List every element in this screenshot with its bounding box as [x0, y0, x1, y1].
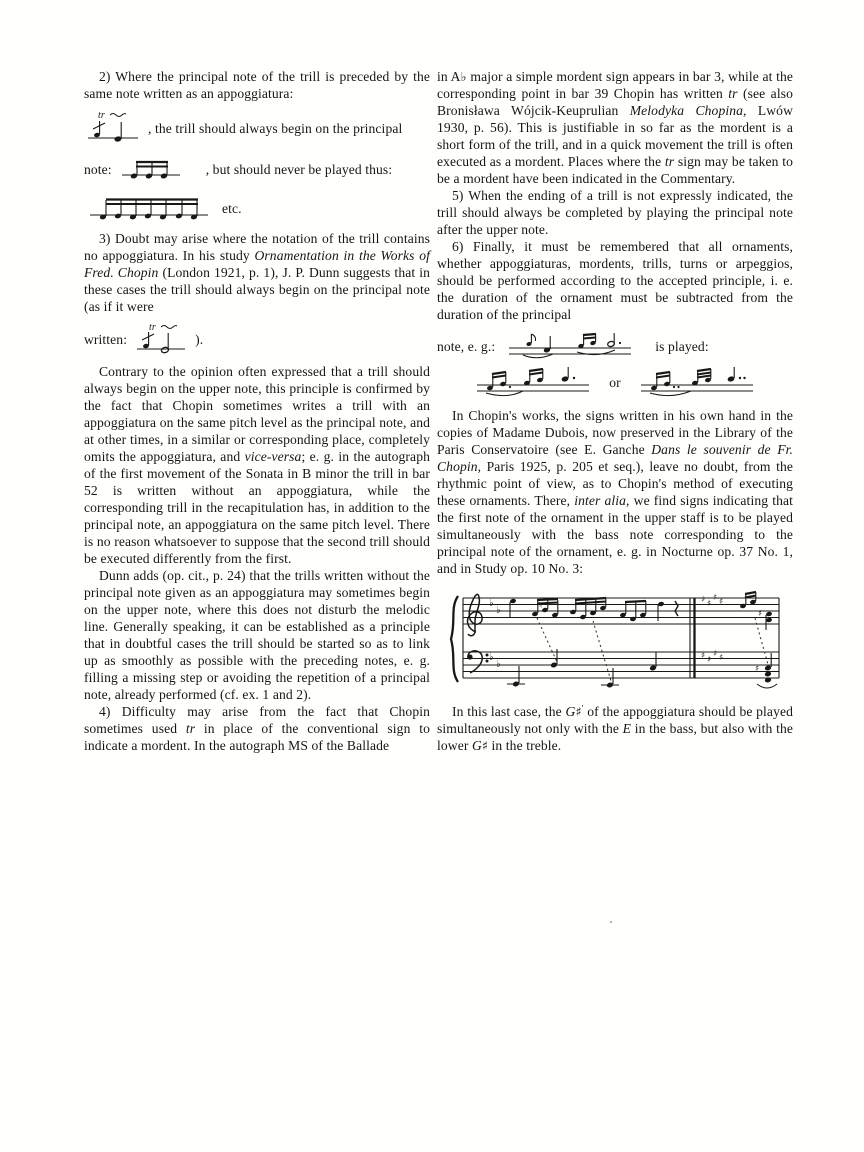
music-line-text: note, e. g.:	[437, 338, 496, 354]
bass-clef-icon	[467, 651, 488, 673]
music-line-appoggiatura	[84, 109, 430, 147]
principal-note	[114, 122, 122, 142]
beamed-notes	[130, 162, 168, 179]
beamed-pair-2	[691, 369, 711, 386]
svg-text:♭: ♭	[496, 605, 501, 616]
music-line-written	[84, 321, 430, 357]
music-example-appoggiatura-trill-icon	[86, 109, 140, 147]
principal-note	[161, 333, 169, 353]
music-example-execution-1-icon	[477, 366, 589, 398]
treble-clef-icon	[468, 594, 483, 635]
music-line-execution	[437, 366, 793, 398]
music-line-text: note:	[84, 161, 112, 177]
svg-text:♯: ♯	[701, 595, 706, 605]
left-column	[84, 68, 430, 754]
treble-notes	[510, 598, 678, 622]
svg-text:♭: ♭	[489, 652, 494, 663]
svg-text:♯: ♯	[758, 609, 763, 619]
trill-squiggle	[110, 114, 126, 117]
para-trill-preceded: 2) Where the principal note of the trill is preceded by the same note written as an appoggiatura:	[84, 69, 430, 101]
para-contrary: Contrary to the opinion often expressed that a trill should always begin on the upper note, this principle is confirmed by the fact that Chopin sometimes writes a trill with an appoggiatura on the same pitch level as the principal note, and at other times, in a similar or corresponding place, completely omits the appoggiatura, and vice-versa; e. g. in the autograph of the first movement of the Sonata in B minor the trill in bar 52 is written without an appoggiatura, while the corresponding trill in the recapitulation has, in addition to the principal note, an appoggiatura on the same pitch level. There is no reason whatsoever to suppose that the second trill should be executed differently from the first.	[84, 364, 430, 566]
svg-text:♯: ♯	[701, 651, 706, 661]
music-example-execution-2-icon	[641, 366, 753, 398]
right-column	[437, 68, 793, 754]
brace	[451, 596, 458, 682]
music-line-never-thus	[84, 193, 430, 223]
music-line-notated	[437, 331, 793, 361]
beamed-run-notes	[99, 200, 198, 221]
grand-staff-figure	[437, 588, 793, 694]
svg-text:♯: ♯	[707, 655, 712, 665]
music-example-as-if-written-icon	[135, 321, 187, 357]
para-trill-ending: 5) When the ending of a trill is not expressly indicated, the trill should always be completed by playing the principal note after the upper note.	[437, 188, 793, 237]
music-line-principal-start	[84, 154, 430, 184]
para-last-case: In this last case, the G♯' of the appoggiatura should be played simultaneously not only with the E in the bass, but also with the lower G♯ in the treble.	[437, 702, 794, 753]
double-dotted-quarter	[727, 367, 746, 382]
slur	[486, 391, 523, 396]
beamed-pair-1	[650, 372, 679, 391]
music-line-text: , but should never be played thus:	[205, 161, 393, 177]
grace-note	[142, 332, 154, 349]
para-ab-major: in A♭ major a simple mordent sign appears in bar 3, while at the corresponding point in bar 39 Chopin has written tr (see also Bronisława Wójcik-Keuprulian Melodyka Chopina, Lwów 1930, p. 56). This is justifiable in so far as the mordent is a short form of the trill, and in a quick movement the trill is often executed as a mordent. Places where the tr sign may be taken to be a mordent have been indicated in the Commentary.	[437, 69, 793, 186]
para-doubt: 3) Doubt may arise where the notation of the trill contains no appoggiatura. In his study Ornamentation in the Works of Fred. Chopin (London 1921, p. 1), J. P. Dunn suggests that in these cases the trill should always begin on the principal note (as if it were	[84, 231, 430, 314]
music-line-text: or	[609, 374, 621, 390]
para-chopins-works: In Chopin's works, the signs written in his own hand in the copies of Madame Dubois, now preserved in the Library of the Paris Conservatoire (see E. Ganche Dans le souvenir de Fr. Chopin, Paris 1925, p. 205 et seq.), leave no doubt, from the rhythmic point of view, as to Chopin's method of executing these ornaments. There, inter alia, we find signs indicating that the first note of the ornament in the upper staff is to be played simultaneously with the bass note corresponding to the principal note of the ornament, e. g. in Nocturne op. 37 No. 1, and in Study op. 10 No. 3:	[437, 408, 793, 576]
bass-notes	[507, 649, 657, 688]
music-example-beamed-run-icon	[90, 195, 208, 221]
svg-text:♮: ♮	[539, 601, 543, 611]
key-signature-sharps	[701, 593, 723, 665]
key-signature-flats	[489, 598, 501, 670]
tr-sign: tr	[149, 322, 156, 333]
music-line-text: etc.	[222, 200, 242, 216]
dotted-quarter	[561, 367, 575, 382]
svg-text:♯: ♯	[713, 649, 718, 659]
svg-text:♯: ♯	[719, 597, 724, 607]
beamed-pair-2	[524, 369, 544, 386]
double-barline	[690, 598, 695, 678]
grace-note	[93, 121, 105, 138]
music-line-text: , the trill should always begin on the principal	[148, 120, 403, 136]
svg-text:♯: ♯	[713, 593, 718, 603]
beamed-pair-1	[487, 372, 512, 391]
music-line-text: is played:	[655, 338, 709, 354]
para-finally: 6) Finally, it must be remembered that all ornaments, whether appoggiaturas, mordents, trills, turns or arpeggios, should be performed according to the accepted principle, i. e. the duration of the ornament must be subtracted from the duration of the principal	[437, 239, 793, 322]
svg-text:♭: ♭	[496, 659, 501, 670]
music-line-text: ).	[195, 331, 204, 347]
para-difficulty: 4) Difficulty may arise from the fact that Chopin sometimes used tr in place of the conventional sign to indicate a mordent. In the autograph MS of the Ballade	[84, 704, 430, 753]
second-group	[577, 333, 621, 355]
music-line-text: written:	[84, 331, 128, 347]
music-example-ornament-notated-icon	[509, 331, 631, 361]
svg-text:♭: ♭	[489, 598, 494, 609]
scan-speck	[610, 921, 612, 923]
svg-text:♯: ♯	[755, 664, 760, 674]
grand-staff-example-icon	[447, 588, 783, 694]
trill-squiggle	[161, 326, 177, 329]
tr-sign: tr	[98, 110, 105, 121]
svg-text:♯: ♯	[719, 653, 724, 663]
svg-text:♯: ♯	[707, 599, 712, 609]
staff-lines	[641, 385, 753, 391]
music-example-beamed-triplet-icon	[122, 156, 180, 182]
slur	[650, 391, 691, 396]
staff-lines	[477, 385, 589, 391]
para-dunn-adds: Dunn adds (op. cit., p. 24) that the trills written without the principal note given as an appoggiatura may sometimes begin on the upper note, where this does not disturb the melodic line. Generally speaking, it can be established as a principle that in doubtful cases the trill should be started so as to link up as smoothly as possible with the preceding notes, e. g. filling a missing step or avoiding the repetition of a principal note, already performed (cf. ex. 1 and 2).	[84, 568, 430, 702]
